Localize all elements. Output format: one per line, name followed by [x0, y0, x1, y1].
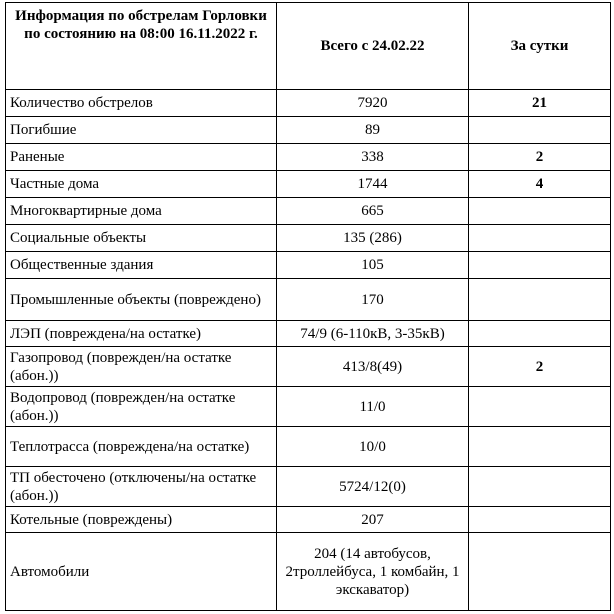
row-label: Котельные (повреждены) [6, 507, 277, 533]
row-total: 204 (14 автобусов, 2троллейбуса, 1 комбайн, 1 экскаватор) [277, 533, 469, 611]
table-row [6, 90, 611, 117]
row-label: Количество обстрелов [6, 90, 277, 117]
table-row [6, 507, 611, 533]
row-day [469, 198, 611, 225]
row-label: ЛЭП (повреждена/на остатке) [6, 321, 277, 347]
table-row [6, 225, 611, 252]
table-row [6, 387, 611, 427]
row-day: 2 [469, 347, 611, 387]
row-total: 170 [277, 279, 469, 321]
row-day: 21 [469, 90, 611, 117]
row-total: 413/8(49) [277, 347, 469, 387]
row-total: 5724/12(0) [277, 467, 469, 507]
row-total: 7920 [277, 90, 469, 117]
table-row [6, 198, 611, 225]
row-label: Автомобили [6, 533, 277, 611]
row-total: 11/0 [277, 387, 469, 427]
row-day [469, 225, 611, 252]
row-day: 4 [469, 171, 611, 198]
row-label: Водопровод (поврежден/на остатке (абон.)) [6, 387, 277, 427]
table-title: Информация по обстрелам Горловки по состоянию на 08:00 16.11.2022 г. [6, 3, 277, 90]
row-label: Социальные объекты [6, 225, 277, 252]
row-day [469, 507, 611, 533]
column-header-total: Всего с 24.02.22 [277, 3, 469, 90]
row-total: 74/9 (6-110кВ, 3-35кВ) [277, 321, 469, 347]
row-label: Теплотрасса (повреждена/на остатке) [6, 427, 277, 467]
row-total: 665 [277, 198, 469, 225]
row-label: Многоквартирные дома [6, 198, 277, 225]
table-row [6, 117, 611, 144]
row-total: 89 [277, 117, 469, 144]
table-row [6, 347, 611, 387]
table-row [6, 171, 611, 198]
row-day [469, 427, 611, 467]
row-total: 1744 [277, 171, 469, 198]
table-row [6, 321, 611, 347]
row-total: 105 [277, 252, 469, 279]
row-label: Промышленные объекты (повреждено) [6, 279, 277, 321]
row-total: 338 [277, 144, 469, 171]
row-label: Раненые [6, 144, 277, 171]
column-header-day: За сутки [469, 3, 611, 90]
row-day [469, 252, 611, 279]
row-day [469, 387, 611, 427]
row-label: ТП обесточено (отключены/на остатке (абон.)) [6, 467, 277, 507]
row-label: Погибшие [6, 117, 277, 144]
table-row [6, 279, 611, 321]
row-day [469, 467, 611, 507]
row-day [469, 279, 611, 321]
row-label: Общественные здания [6, 252, 277, 279]
row-total: 135 (286) [277, 225, 469, 252]
row-day [469, 533, 611, 611]
shelling-info-table [5, 2, 611, 611]
row-day [469, 117, 611, 144]
table-row [6, 427, 611, 467]
row-label: Частные дома [6, 171, 277, 198]
row-day [469, 321, 611, 347]
table-row [6, 252, 611, 279]
row-day: 2 [469, 144, 611, 171]
table-row [6, 533, 611, 611]
table-row [6, 467, 611, 507]
row-total: 10/0 [277, 427, 469, 467]
table-header-row [6, 3, 611, 90]
row-label: Газопровод (поврежден/на остатке (абон.)) [6, 347, 277, 387]
table-row [6, 144, 611, 171]
row-total: 207 [277, 507, 469, 533]
